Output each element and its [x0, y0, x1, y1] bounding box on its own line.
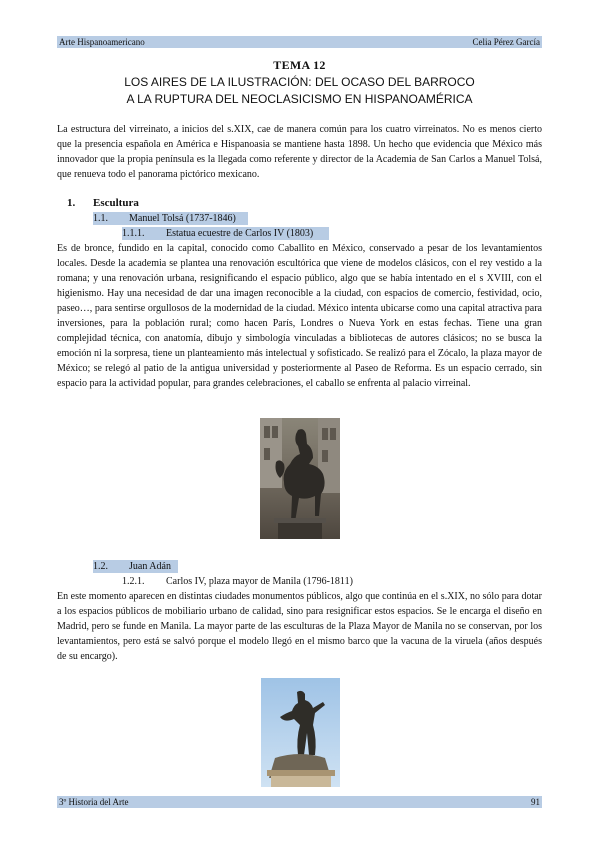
subsection-heading-adan [93, 560, 178, 573]
topic-number: TEMA 12 [273, 58, 326, 72]
subsection-heading-tolsa [93, 212, 248, 225]
manila-statue-image [261, 678, 340, 787]
header-author: Celia Pérez García [472, 37, 540, 47]
page-header [57, 36, 542, 48]
section-number: 1. [67, 197, 76, 209]
subsubsection-number: 1.2.1. [122, 576, 145, 587]
subsection-number: 1.1. [93, 213, 108, 224]
topic-title-line-1: LOS AIRES DE LA ILUSTRACIÓN: DEL OCASO DEL BARROCO [124, 75, 475, 89]
subsubsection-heading-carlos-iv-manila [122, 575, 382, 588]
subsubsection-label: Carlos IV, plaza mayor de Manila (1796-1811) [166, 576, 353, 587]
subsubsection-number: 1.1.1. [122, 228, 145, 239]
footer-course: 3º Historia del Arte [59, 797, 129, 807]
equestrian-statue-photo [260, 418, 340, 539]
header-course: Arte Hispanoamericano [59, 37, 145, 47]
subsubsection-label: Estatua ecuestre de Carlos IV (1803) [166, 228, 314, 239]
title-block [57, 58, 542, 107]
section-label: Escultura [93, 197, 139, 209]
page-number: 91 [531, 797, 540, 807]
equestrian-statue-image [260, 418, 340, 539]
subsection-number: 1.2. [93, 561, 108, 572]
subsection-label: Manuel Tolsá (1737-1846) [129, 213, 236, 224]
tolsa-paragraph: Es de bronce, fundido en la capital, conocido como Caballito en México, conservado a pesar de los levantamientos locales. Desde la academia se plantea una renovación escultórica que viene de modelos clásicos, con el rey vestido a la romana; y una renovación urbana, resignificando el espacio público, algo que se había intentado en el s XVIII, con el higienismo. Hay una necesidad de dar una imagen reconocible a la ciudad, con espacios de comercio, festividad, ocio, paseo…, para sentirse orgullosos de la modernidad de la ciudad. México intenta ubicarse como una capital atractiva para inversiones, para la población rural; como hacen París, Londres o Nueva York en estas fechas. Tiene una gran complejidad técnica, con anatomía, dibujo y simbología vinculadas a bibliotecas de autores clásicos; no se busca la emoción ni la sorpresa, tiene un planteamiento más intelectual y sofisticado. Se realizó para el Zócalo, la plaza mayor de México; se relegó al patio de la antigua universidad y posteriormente al Paseo de Reforma. Es un espacio cerrado, sin espacio para la actividad popular, para grandes celebraciones, el caballo se enfrenta al palacio virreinal. [57, 243, 542, 389]
subsubsection-heading-carlos-iv-mexico [122, 227, 329, 240]
topic-title-line-2: A LA RUPTURA DEL NEOCLASICISMO EN HISPANOAMÉRICA [126, 92, 473, 106]
page-footer [57, 796, 542, 808]
manila-statue-photo [261, 678, 340, 787]
subsection-label: Juan Adán [129, 561, 171, 572]
adan-paragraph: En este momento aparecen en distintas ciudades monumentos públicos, algo que continúa en el s.XIX, no sólo para dotar a los espacios públicos de mobiliario urbano de calidad, sino para resignificar estos espacios. Se le encarga el diseño en Madrid, pero se funde en Manila. La mayor parte de las esculturas de la Plaza Mayor de Manila no se conservan, por los levantamientos, pero está se salvó porque el modelo llegó en el mismo barco que la vacuna de la viruela (años después de su encargo). [57, 591, 542, 662]
section-heading [0, 197, 600, 212]
intro-paragraph: La estructura del virreinato, a inicios del s.XIX, cae de manera común para los cuatro virreinatos. No es menos cierto que la presencia española en América e Hispanoasia se mantiene hasta 1898. Un hecho que evidencia que México más innovador que la propia península es la llegada como referente y director de la Academia de San Carlos a Manuel Tolsá, que renueva todo el panorama pictórico mexicano. [57, 124, 542, 180]
